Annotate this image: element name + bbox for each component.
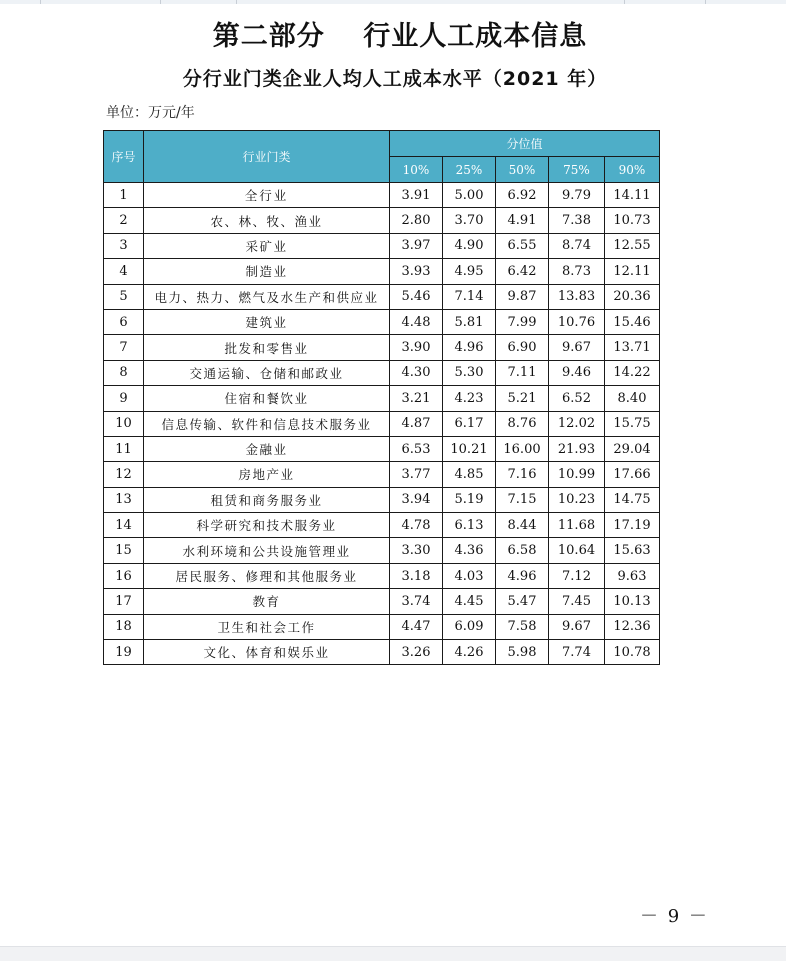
row-value-p75: 10.99 — [549, 462, 605, 487]
row-value-p50: 5.47 — [496, 589, 549, 614]
header-p10: 10% — [390, 157, 443, 183]
row-value-p75: 10.76 — [549, 309, 605, 334]
table-row — [104, 513, 660, 538]
unit-label: 单位：万元/年 — [106, 105, 195, 121]
row-value-p10: 3.74 — [390, 589, 443, 614]
page-number: － 9 － — [640, 906, 709, 927]
row-value-p25: 4.90 — [443, 233, 496, 258]
row-value-p50: 6.92 — [496, 183, 549, 208]
row-value-p50: 7.99 — [496, 309, 549, 334]
row-industry: 水利环境和公共设施管理业 — [144, 538, 390, 563]
row-value-p10: 3.94 — [390, 487, 443, 512]
row-value-p75: 10.23 — [549, 487, 605, 512]
row-industry: 金融业 — [144, 436, 390, 461]
part-title: 第二部分 行业人工成本信息 — [212, 21, 588, 52]
row-value-p10: 3.93 — [390, 259, 443, 284]
row-industry: 教育 — [144, 589, 390, 614]
row-industry: 住宿和餐饮业 — [144, 386, 390, 411]
row-value-p10: 4.78 — [390, 513, 443, 538]
row-value-p75: 13.83 — [549, 284, 605, 309]
row-value-p10: 6.53 — [390, 436, 443, 461]
row-value-p25: 4.96 — [443, 335, 496, 360]
row-index: 15 — [104, 538, 144, 563]
row-value-p90: 14.75 — [605, 487, 660, 512]
row-value-p75: 6.52 — [549, 386, 605, 411]
row-value-p25: 6.09 — [443, 614, 496, 639]
row-value-p90: 15.46 — [605, 309, 660, 334]
row-value-p90: 13.71 — [605, 335, 660, 360]
row-value-p90: 12.36 — [605, 614, 660, 639]
header-p75: 75% — [549, 157, 605, 183]
row-value-p90: 10.78 — [605, 640, 660, 665]
row-value-p50: 8.76 — [496, 411, 549, 436]
row-value-p10: 3.26 — [390, 640, 443, 665]
document-page — [0, 4, 786, 946]
row-value-p90: 17.19 — [605, 513, 660, 538]
row-value-p25: 4.85 — [443, 462, 496, 487]
row-value-p75: 9.79 — [549, 183, 605, 208]
row-value-p50: 9.87 — [496, 284, 549, 309]
row-value-p50: 6.58 — [496, 538, 549, 563]
table-row — [104, 589, 660, 614]
labor-cost-table — [103, 130, 660, 665]
row-value-p10: 3.21 — [390, 386, 443, 411]
row-value-p75: 8.74 — [549, 233, 605, 258]
table-row — [104, 284, 660, 309]
table-row — [104, 208, 660, 233]
row-value-p25: 4.36 — [443, 538, 496, 563]
row-industry: 农、林、牧、渔业 — [144, 208, 390, 233]
table-row — [104, 538, 660, 563]
table-row — [104, 183, 660, 208]
row-value-p10: 4.47 — [390, 614, 443, 639]
table-row — [104, 259, 660, 284]
header-p90: 90% — [605, 157, 660, 183]
row-value-p90: 14.22 — [605, 360, 660, 385]
row-value-p25: 4.95 — [443, 259, 496, 284]
header-p50: 50% — [496, 157, 549, 183]
row-industry: 文化、体育和娱乐业 — [144, 640, 390, 665]
table-row — [104, 335, 660, 360]
row-value-p25: 7.14 — [443, 284, 496, 309]
table-row — [104, 386, 660, 411]
row-value-p90: 29.04 — [605, 436, 660, 461]
row-value-p50: 6.90 — [496, 335, 549, 360]
row-value-p90: 9.63 — [605, 563, 660, 588]
row-industry: 信息传输、软件和信息技术服务业 — [144, 411, 390, 436]
row-value-p90: 20.36 — [605, 284, 660, 309]
row-value-p50: 5.21 — [496, 386, 549, 411]
row-industry: 租赁和商务服务业 — [144, 487, 390, 512]
row-value-p10: 5.46 — [390, 284, 443, 309]
header-p25: 25% — [443, 157, 496, 183]
row-value-p75: 11.68 — [549, 513, 605, 538]
row-value-p50: 7.15 — [496, 487, 549, 512]
row-industry: 制造业 — [144, 259, 390, 284]
row-index: 4 — [104, 259, 144, 284]
row-index: 1 — [104, 183, 144, 208]
row-value-p25: 5.81 — [443, 309, 496, 334]
table-row — [104, 411, 660, 436]
header-index: 序号 — [104, 131, 144, 183]
row-value-p90: 10.73 — [605, 208, 660, 233]
row-value-p90: 12.55 — [605, 233, 660, 258]
header-quantile-group: 分位值 — [390, 131, 660, 157]
table-row — [104, 563, 660, 588]
row-value-p50: 7.16 — [496, 462, 549, 487]
row-value-p25: 5.00 — [443, 183, 496, 208]
row-value-p50: 7.11 — [496, 360, 549, 385]
table-row — [104, 614, 660, 639]
row-value-p50: 4.96 — [496, 563, 549, 588]
row-value-p10: 3.97 — [390, 233, 443, 258]
row-index: 11 — [104, 436, 144, 461]
row-value-p75: 8.73 — [549, 259, 605, 284]
row-value-p50: 6.55 — [496, 233, 549, 258]
row-value-p10: 4.87 — [390, 411, 443, 436]
row-value-p90: 10.13 — [605, 589, 660, 614]
row-value-p25: 5.30 — [443, 360, 496, 385]
table-row — [104, 462, 660, 487]
row-value-p75: 7.12 — [549, 563, 605, 588]
table-row — [104, 233, 660, 258]
table-body — [104, 183, 660, 665]
row-industry: 全行业 — [144, 183, 390, 208]
row-index: 5 — [104, 284, 144, 309]
table-row — [104, 640, 660, 665]
row-value-p90: 15.63 — [605, 538, 660, 563]
row-value-p90: 8.40 — [605, 386, 660, 411]
row-index: 18 — [104, 614, 144, 639]
row-value-p75: 12.02 — [549, 411, 605, 436]
row-industry: 房地产业 — [144, 462, 390, 487]
row-value-p25: 4.26 — [443, 640, 496, 665]
row-value-p75: 7.45 — [549, 589, 605, 614]
row-value-p75: 7.74 — [549, 640, 605, 665]
row-value-p10: 4.30 — [390, 360, 443, 385]
row-value-p25: 5.19 — [443, 487, 496, 512]
row-value-p90: 15.75 — [605, 411, 660, 436]
row-industry: 建筑业 — [144, 309, 390, 334]
row-index: 17 — [104, 589, 144, 614]
row-value-p10: 2.80 — [390, 208, 443, 233]
row-index: 14 — [104, 513, 144, 538]
row-index: 16 — [104, 563, 144, 588]
row-industry: 居民服务、修理和其他服务业 — [144, 563, 390, 588]
row-industry: 采矿业 — [144, 233, 390, 258]
row-value-p50: 5.98 — [496, 640, 549, 665]
row-value-p50: 4.91 — [496, 208, 549, 233]
row-value-p10: 3.18 — [390, 563, 443, 588]
row-value-p10: 3.77 — [390, 462, 443, 487]
row-value-p25: 4.45 — [443, 589, 496, 614]
row-value-p50: 6.42 — [496, 259, 549, 284]
row-value-p75: 9.67 — [549, 335, 605, 360]
row-value-p25: 4.23 — [443, 386, 496, 411]
row-industry: 科学研究和技术服务业 — [144, 513, 390, 538]
row-value-p50: 8.44 — [496, 513, 549, 538]
row-index: 12 — [104, 462, 144, 487]
row-value-p25: 6.17 — [443, 411, 496, 436]
row-value-p75: 9.46 — [549, 360, 605, 385]
row-index: 19 — [104, 640, 144, 665]
table-title: 分行业门类企业人均人工成本水平（2021 年） — [182, 68, 608, 90]
row-index: 6 — [104, 309, 144, 334]
row-value-p25: 6.13 — [443, 513, 496, 538]
row-value-p25: 3.70 — [443, 208, 496, 233]
row-index: 2 — [104, 208, 144, 233]
row-industry: 批发和零售业 — [144, 335, 390, 360]
row-value-p75: 7.38 — [549, 208, 605, 233]
row-value-p10: 4.48 — [390, 309, 443, 334]
row-value-p10: 3.90 — [390, 335, 443, 360]
row-value-p10: 3.91 — [390, 183, 443, 208]
row-value-p50: 7.58 — [496, 614, 549, 639]
row-value-p25: 10.21 — [443, 436, 496, 461]
row-value-p10: 3.30 — [390, 538, 443, 563]
row-industry: 卫生和社会工作 — [144, 614, 390, 639]
row-index: 13 — [104, 487, 144, 512]
row-value-p75: 10.64 — [549, 538, 605, 563]
header-industry: 行业门类 — [144, 131, 390, 183]
row-value-p75: 9.67 — [549, 614, 605, 639]
table-row — [104, 309, 660, 334]
table-row — [104, 487, 660, 512]
row-value-p90: 14.11 — [605, 183, 660, 208]
row-index: 3 — [104, 233, 144, 258]
row-value-p90: 17.66 — [605, 462, 660, 487]
row-value-p50: 16.00 — [496, 436, 549, 461]
row-index: 9 — [104, 386, 144, 411]
row-value-p25: 4.03 — [443, 563, 496, 588]
table-row — [104, 436, 660, 461]
row-value-p90: 12.11 — [605, 259, 660, 284]
row-index: 8 — [104, 360, 144, 385]
table-row — [104, 360, 660, 385]
row-index: 10 — [104, 411, 144, 436]
viewer-status-strip — [0, 946, 786, 961]
row-industry: 电力、热力、燃气及水生产和供应业 — [144, 284, 390, 309]
row-value-p75: 21.93 — [549, 436, 605, 461]
row-industry: 交通运输、仓储和邮政业 — [144, 360, 390, 385]
row-index: 7 — [104, 335, 144, 360]
